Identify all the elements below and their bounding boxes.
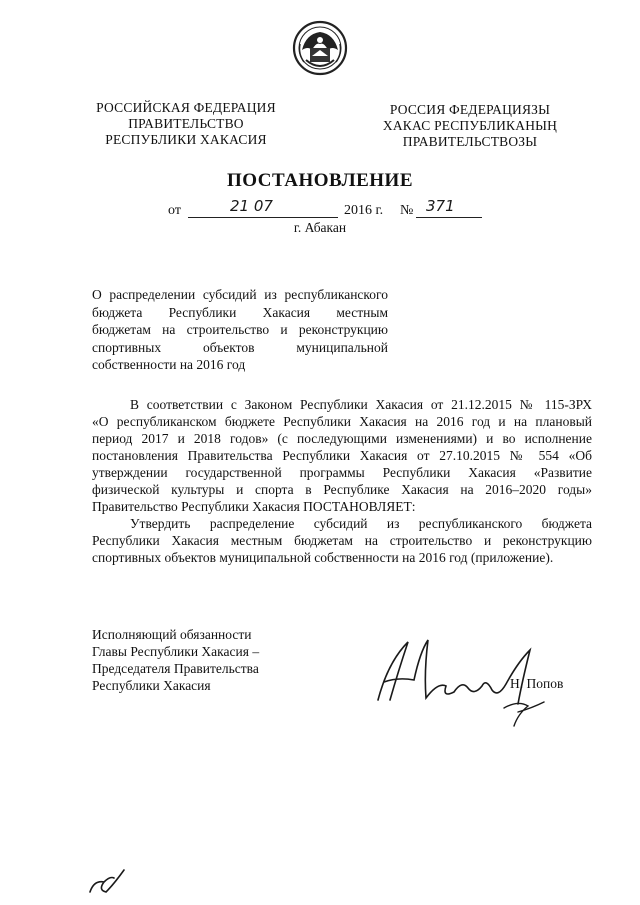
signatory-position [92,626,259,694]
subject-line: собственности на 2016 год [92,357,246,372]
header-right-line: ХАКАС РЕСПУБЛИКАНЫҢ [382,118,558,133]
body-line: Правительство Республики Хакасия ПОСТАНОВЛЯЕТ: [92,499,416,514]
document-title: ПОСТАНОВЛЕНИЕ [226,170,414,191]
header-right-line: РОССИЯ ФЕДЕРАЦИЯЗЫ [389,102,551,117]
date-year: 2016 г. [344,203,384,218]
header-left-line: ПРАВИТЕЛЬСТВО [128,116,244,131]
body-line: спортивных объектов муниципальной собственности на 2016 год (приложение). [92,550,554,565]
city: г. Абакан [293,220,347,235]
position-line: Исполняющий обязанности [92,627,252,642]
number-value: 371 [426,197,455,215]
number-field [416,197,482,218]
subject-line: бюджета Республики Хакасия местным [92,304,388,320]
subject-line: О распределении субсидий из республиканского [92,287,388,302]
date-value: 21 07 [230,197,273,215]
header-left-line: РОССИЙСКАЯ ФЕДЕРАЦИЯ [96,100,276,115]
body-line: «О республиканском бюджете Республики Хакасия на 2016 год и на плановый [92,414,592,429]
body-line: утверждении государственной программы Республики Хакасия «Развитие [92,465,592,480]
handwritten-initial-mark [84,866,134,898]
position-line: Председателя Правительства [92,661,259,676]
header-left [88,100,284,148]
body-line: физической культуры и спорта в Республике Хакасия на 2016–2020 годы» [92,482,592,497]
body-line: период 2017 и 2018 годов» (с последующими изменениями) и во исполнение [92,431,592,446]
date-field [188,197,338,218]
number-sign: № [400,203,414,218]
body-line: Республики Хакасия местным бюджетам на строительство и реконструкцию [92,533,592,548]
body-paragraph-1 [92,396,592,515]
signatory-name: Н. Попов [510,676,564,691]
subject-line: бюджетам на строительство и реконструкцию [92,322,388,337]
body-paragraph-2 [92,515,592,566]
position-line: Главы Республики Хакасия – [92,644,260,659]
body-line: В соответствии с Законом Республики Хакасия от 21.12.2015 № 115-ЗРХ [130,397,592,412]
header-right-line: ПРАВИТЕЛЬСТВОЗЫ [402,134,538,149]
header-left-line: РЕСПУБЛИКИ ХАКАСИЯ [105,132,267,147]
subject-block [92,286,388,374]
position-line: Республики Хакасия [92,678,211,693]
subject-line: спортивных объектов муниципальной [92,339,388,355]
body-line: постановления Правительства Республики Хакасия от 27.10.2015 № 554 «Об [92,448,592,463]
date-prefix: от [168,203,181,218]
coat-of-arms-emblem [292,20,348,76]
body-line: Утвердить распределение субсидий из республиканского бюджета [130,516,592,531]
header-right [372,102,568,150]
